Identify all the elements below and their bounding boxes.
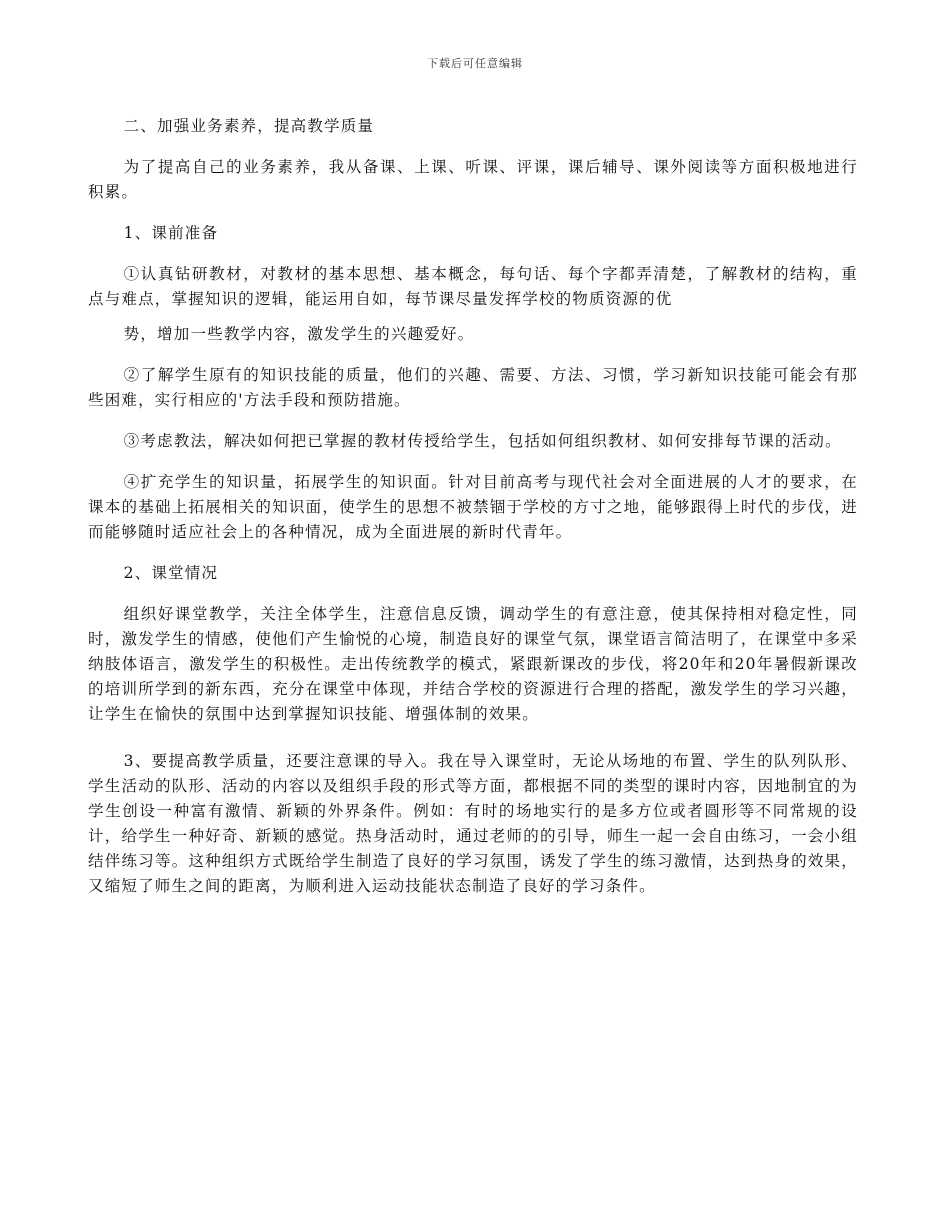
paragraph: ③考虑教法，解决如何把已掌握的教材传授给学生，包括如何组织教材、如何安排每节课的活动。 [123, 432, 842, 450]
section-heading: 二、加强业务素养，提高教学质量 [123, 117, 375, 135]
paragraph: 3、要提高教学质量，还要注意课的导入。我在导入课堂时，无论从场地的布置、学生的队列队形、学生活动的队形、活动的内容以及组织手段的形式等方面，都根据不同的类型的课时内容，因地制宜的为学生创设一种富有激情、新颖的外界条件。例如：有时的场地实行的是多方位或者圆形等不同常规的设计，给学生一种好奇、新颖的感觉。热身活动时，通过老师的的引导，师生一起一会自由练习，一会小组结伴练习等。这种组织方式既给学生制造了良好的学习氛围，诱发了学生的练习激情，达到热身的效果，又缩短了师生之间的距离，为顺利进入运动技能状态制造了良好的学习条件。 [88, 752, 858, 895]
paragraph: 为了提高自己的业务素养，我从备课、上课、听课、评课，课后辅导、课外阅读等方面积极地进行积累。 [88, 158, 858, 201]
page-header: 下载后可任意编辑 [427, 57, 523, 70]
paragraph: ②了解学生原有的知识技能的质量，他们的兴趣、需要、方法、习惯，学习新知识技能可能会有那些困难，实行相应的'方法手段和预防措施。 [88, 366, 858, 409]
subsection-heading: 2、课堂情况 [123, 564, 219, 582]
paragraph: ④扩充学生的知识量，拓展学生的知识面。针对目前高考与现代社会对全面进展的人才的要求，在课本的基础上拓展相关的知识面，使学生的思想不被禁锢于学校的方寸之地，能够跟得上时代的步伐，进而能够随时适应社会上的各种情况，成为全面进展的新时代青年。 [88, 473, 858, 541]
paragraph: 组织好课堂教学，关注全体学生，注意信息反馈，调动学生的有意注意，使其保持相对稳定性，同时，激发学生的情感，使他们产生愉悦的心境，制造良好的课堂气氛，课堂语言简洁明了，在课堂中多采纳肢体语言，激发学生的积极性。走出传统教学的模式，紧跟新课改的步伐，将20年和20年暑假新课改的培训所学到的新东西，充分在课堂中体现，并结合学校的资源进行合理的搭配，激发学生的学习兴趣，让学生在愉快的氛围中达到掌握知识技能、增强体制的效果。 [88, 605, 858, 723]
paragraph: ①认真钻研教材，对教材的基本思想、基本概念，每句话、每个字都弄清楚，了解教材的结构，重点与难点，掌握知识的逻辑，能运用自如，每节课尽量发挥学校的物质资源的优 [88, 265, 858, 308]
subsection-heading: 1、课前准备 [123, 224, 219, 242]
document-body [88, 114, 858, 915]
paragraph: 势，增加一些教学内容，激发学生的兴趣爱好。 [123, 325, 475, 343]
